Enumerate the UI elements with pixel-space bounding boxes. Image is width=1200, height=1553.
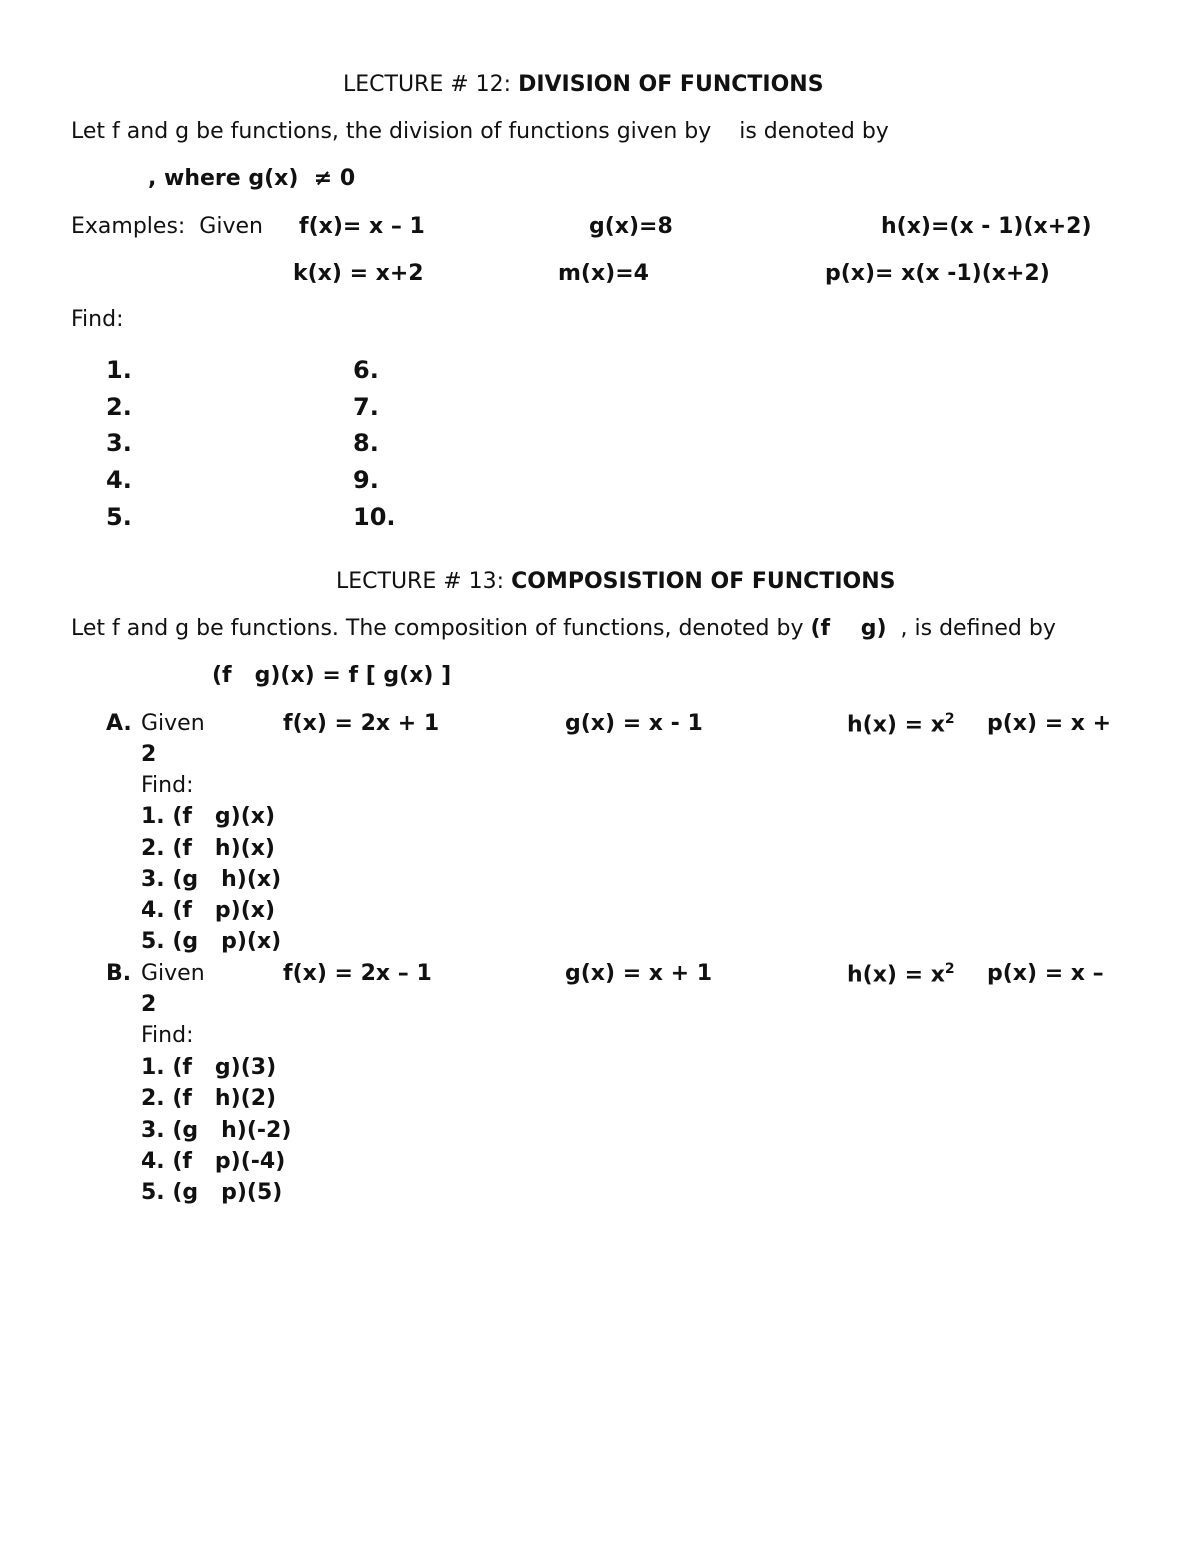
part-b-f: f(x) = 2x – 1 — [283, 961, 432, 986]
given-h: h(x)=(x - 1)(x+2) — [881, 214, 1092, 239]
division-condition: , where g(x) ≠ 0 — [148, 166, 356, 191]
item-8: 8. — [353, 429, 379, 457]
part-b-p: p(x) = x – — [987, 961, 1104, 986]
item-3: 3. — [106, 429, 132, 457]
part-a-item-5: 5. (g p)(x) — [141, 929, 282, 954]
item-6: 6. — [353, 356, 379, 384]
part-a-find-label: Find: — [141, 773, 194, 798]
part-b-g: g(x) = x + 1 — [565, 961, 713, 986]
part-a-item-1: 1. (f g)(x) — [141, 804, 276, 829]
given-k: k(x) = x+2 — [293, 261, 424, 286]
part-a-item-3: 3. (g h)(x) — [141, 867, 282, 892]
item-4: 4. — [106, 466, 132, 494]
part-a-p-wrap: 2 — [141, 742, 157, 767]
lecture-12-title: DIVISION OF FUNCTIONS — [518, 72, 824, 97]
composition-definition-text: Let f and g be functions. The composition of functions, denoted by — [71, 616, 811, 641]
part-b-marker: B. — [106, 961, 132, 986]
division-definition: Let f and g be functions, the division of functions given by is denoted by — [71, 119, 889, 144]
lecture-13-heading — [336, 569, 895, 594]
part-a-f: f(x) = 2x + 1 — [283, 711, 440, 736]
given-p: p(x)= x(x -1)(x+2) — [825, 261, 1050, 286]
given-m: m(x)=4 — [558, 261, 649, 286]
find-label: Find: — [71, 307, 124, 332]
part-a-marker: A. — [106, 711, 132, 736]
part-a-h-exp: 2 — [944, 711, 955, 727]
item-2: 2. — [106, 393, 132, 421]
part-b-item-3: 3. (g h)(-2) — [141, 1118, 292, 1143]
lecture-12-prefix: LECTURE # 12: — [343, 72, 519, 97]
item-1: 1. — [106, 356, 132, 384]
part-b-find-label: Find: — [141, 1023, 194, 1048]
given-g: g(x)=8 — [589, 214, 673, 239]
lecture-13-prefix: LECTURE # 13: — [336, 569, 512, 594]
part-b-item-2: 2. (f h)(2) — [141, 1086, 277, 1111]
part-b-p-wrap: 2 — [141, 992, 157, 1017]
given-f: f(x)= x – 1 — [299, 214, 425, 239]
part-a-h-base: h(x) = x — [847, 712, 945, 738]
composition-definition — [71, 616, 1056, 641]
item-7: 7. — [353, 393, 379, 421]
part-b-item-5: 5. (g p)(5) — [141, 1180, 283, 1205]
part-b-h — [847, 961, 955, 987]
part-a-item-4: 4. (f p)(x) — [141, 898, 276, 923]
part-b-h-exp: 2 — [944, 961, 955, 977]
composition-symbol: (f g) — [810, 616, 887, 641]
part-a-h — [847, 711, 955, 737]
item-10: 10. — [353, 503, 396, 531]
item-5: 5. — [106, 503, 132, 531]
part-a-g: g(x) = x - 1 — [565, 711, 703, 736]
part-b-h-base: h(x) = x — [847, 962, 945, 988]
part-a-p: p(x) = x + — [987, 711, 1112, 736]
part-b-item-4: 4. (f p)(-4) — [141, 1149, 286, 1174]
examples-label: Examples: Given — [71, 214, 263, 239]
part-b-given-label: Given — [141, 961, 205, 986]
item-9: 9. — [353, 466, 379, 494]
part-a-item-2: 2. (f h)(x) — [141, 836, 275, 861]
part-a-given-label: Given — [141, 711, 205, 736]
lecture-12-heading — [343, 72, 824, 97]
composition-definition-suffix: , is defined by — [886, 616, 1056, 641]
part-b-item-1: 1. (f g)(3) — [141, 1055, 277, 1080]
composition-formula: (f g)(x) = f [ g(x) ] — [212, 663, 452, 688]
lecture-13-title: COMPOSISTION OF FUNCTIONS — [511, 569, 896, 594]
